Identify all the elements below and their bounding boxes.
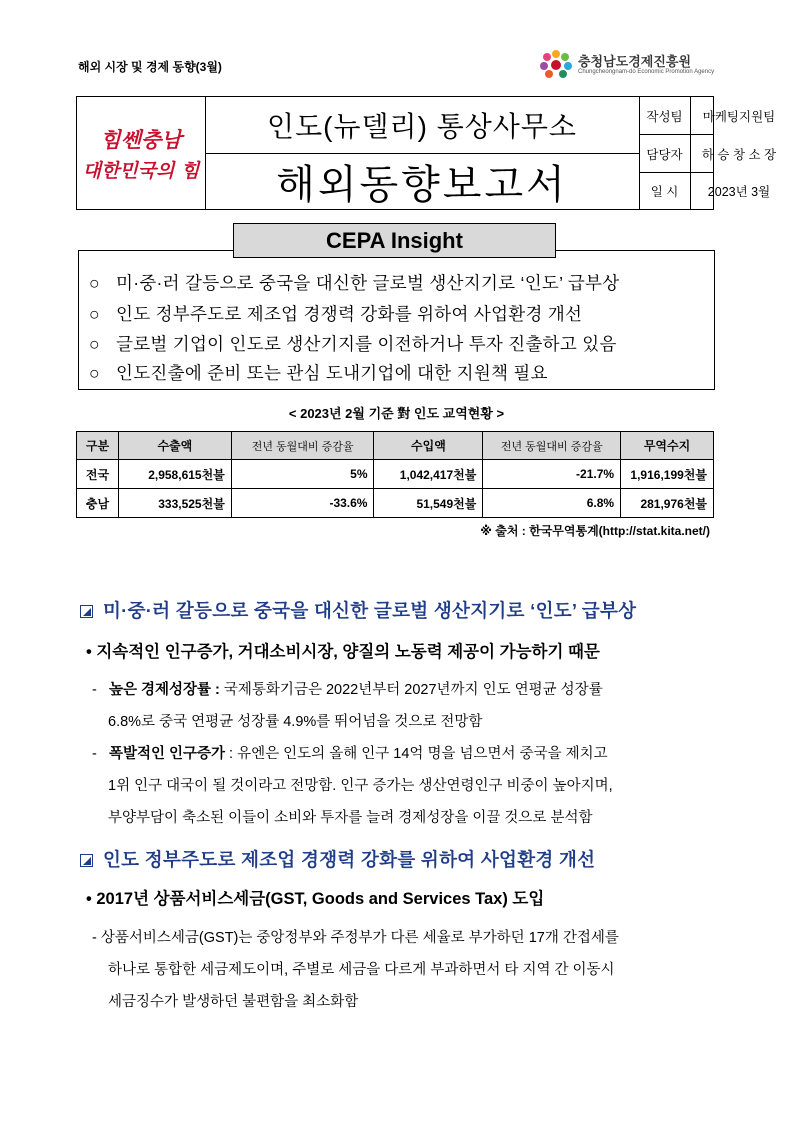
paragraph-line: 1위 인구 대국이 될 것이라고 전망함. 인구 증가는 생산연령인구 비중이 높아지며, bbox=[108, 778, 613, 794]
calligraphy-line2: 대한민국의 힘 bbox=[82, 160, 200, 182]
table-cell: 1,916,199천불 bbox=[621, 460, 714, 489]
flower-logo-icon bbox=[537, 48, 575, 82]
square-bullet-icon bbox=[80, 605, 93, 618]
meta-label: 담당자 bbox=[639, 135, 691, 172]
insight-title: CEPA Insight bbox=[233, 223, 556, 258]
table-cell: 333,525천불 bbox=[118, 489, 231, 518]
calligraphy-logo bbox=[77, 97, 206, 209]
table-cell: 충남 bbox=[77, 489, 119, 518]
table-row bbox=[77, 489, 714, 518]
running-header: 해외 시장 및 경제 동향(3월) bbox=[78, 60, 222, 74]
meta-row-team bbox=[639, 97, 776, 135]
org-logo bbox=[537, 48, 717, 82]
paragraph-line: 6.8%로 중국 연평균 성장률 4.9%를 뛰어넘을 것으로 전망함 bbox=[108, 714, 483, 730]
trade-table bbox=[76, 431, 714, 518]
paragraph-line: 하나로 통합한 세금제도이며, 주별로 세금을 다르게 부과하면서 타 지역 간 이동시 bbox=[108, 962, 615, 978]
meta-row-author bbox=[639, 135, 777, 173]
table-cell: 1,042,417천불 bbox=[374, 460, 483, 489]
paragraph-line: - 폭발적인 인구증가 : 유엔은 인도의 올해 인구 14억 명을 넘으면서 중국을 제치고 bbox=[92, 746, 608, 762]
paragraph-line: - 높은 경제성장률 : 국제통화기금은 2022년부터 2027년까지 인도 연평균 성장률 bbox=[92, 682, 603, 698]
table-cell: 51,549천불 bbox=[374, 489, 483, 518]
circle-bullet-icon: ○ bbox=[89, 363, 100, 383]
table-cell: 6.8% bbox=[483, 489, 621, 518]
insight-box bbox=[78, 250, 715, 390]
office-title: 인도(뉴델리) 통상사무소 bbox=[205, 97, 640, 154]
column-header: 수출액 bbox=[118, 432, 231, 460]
paragraph-line: 부양부담이 축소된 이들이 소비와 투자를 늘려 경제성장을 이끌 것으로 분석함 bbox=[108, 810, 593, 826]
table-cell: 5% bbox=[231, 460, 374, 489]
source-note: ※ 출처 : 한국무역통계(http://stat.kita.net/) bbox=[480, 524, 710, 538]
meta-value: 하 승 창 소 장 bbox=[701, 147, 777, 162]
paragraph-line: - 상품서비스세금(GST)는 중앙정부와 주정부가 다른 세율로 부가하던 17개 간접세를 bbox=[92, 930, 619, 946]
table-cell: 전국 bbox=[77, 460, 119, 489]
insight-item: ○ 인도 정부주도로 제조업 경쟁력 강화를 위하여 사업환경 개선 bbox=[89, 304, 583, 324]
insight-item: ○ 인도진출에 준비 또는 관심 도내기업에 대한 지원책 필요 bbox=[89, 363, 548, 383]
circle-bullet-icon: ○ bbox=[89, 334, 100, 354]
table-caption: < 2023년 2월 기준 對 인도 교역현황 > bbox=[288, 406, 505, 421]
table-header-row bbox=[77, 432, 714, 460]
circle-bullet-icon: ○ bbox=[89, 304, 100, 324]
column-header: 수입액 bbox=[374, 432, 483, 460]
report-header bbox=[76, 96, 777, 210]
section-subheading: • 지속적인 인구증가, 거대소비시장, 양질의 노동력 제공이 가능하기 때문 bbox=[86, 643, 600, 661]
insight-item: ○ 미·중·러 갈등으로 중국을 대신한 글로벌 생산지기로 ‘인도’ 급부상 bbox=[89, 273, 620, 293]
insight-item: ○ 글로벌 기업이 인도로 생산기지를 이전하거나 투자 진출하고 있음 bbox=[89, 334, 617, 354]
table-cell: -21.7% bbox=[483, 460, 621, 489]
section-heading: 미·중·러 갈등으로 중국을 대신한 글로벌 생산지기로 ‘인도’ 급부상 bbox=[80, 597, 636, 623]
meta-label: 작성팀 bbox=[639, 97, 691, 134]
meta-row-date bbox=[639, 173, 771, 209]
calligraphy-image bbox=[81, 119, 201, 189]
section-heading: 인도 정부주도로 제조업 경쟁력 강화를 위하여 사업환경 개선 bbox=[80, 846, 595, 872]
table-cell: 281,976천불 bbox=[621, 489, 714, 518]
column-header: 전년 동월대비 증감율 bbox=[231, 432, 374, 460]
paragraph-line: 세금징수가 발생하던 불편함을 최소화함 bbox=[108, 994, 359, 1010]
column-header: 구분 bbox=[77, 432, 119, 460]
square-bullet-icon bbox=[80, 854, 93, 867]
meta-value: 마케팅지원팀 bbox=[702, 109, 776, 124]
calligraphy-line1: 힘쎈충남 bbox=[100, 127, 182, 152]
org-name: 충청남도경제진흥원 bbox=[578, 54, 692, 69]
report-title: 해외동향보고서 bbox=[205, 153, 640, 209]
table-cell: 2,958,615천불 bbox=[118, 460, 231, 489]
section-subheading: • 2017년 상품서비스세금(GST, Goods and Services Tax) 도입 bbox=[86, 890, 545, 908]
table-cell: -33.6% bbox=[231, 489, 374, 518]
column-header: 전년 동월대비 증감율 bbox=[483, 432, 621, 460]
meta-label: 일 시 bbox=[639, 173, 691, 209]
table-row bbox=[77, 460, 714, 489]
org-subtitle: Chungcheongnam-do Economic Promotion Agency bbox=[578, 69, 715, 75]
column-header: 무역수지 bbox=[621, 432, 714, 460]
meta-value: 2023년 3월 bbox=[707, 185, 771, 199]
circle-bullet-icon: ○ bbox=[89, 273, 100, 293]
